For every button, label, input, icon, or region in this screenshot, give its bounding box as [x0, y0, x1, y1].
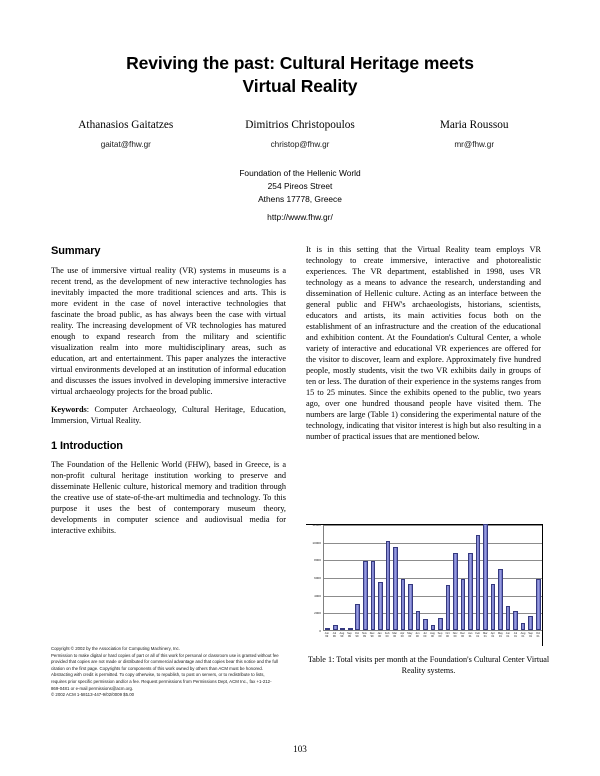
chart-x-tick-label: Oct 00: [445, 632, 450, 639]
title-block: [60, 52, 540, 98]
chart-x-tick-label: Dec 00: [460, 632, 465, 639]
summary-heading: Summary: [51, 245, 101, 257]
chart-x-tick-label: Jan 01: [468, 632, 473, 639]
chart-x-axis-labels: [323, 632, 542, 645]
chart-x-tick-label: Mar 00: [392, 632, 397, 639]
chart-x-tick-label: Oct 99: [354, 632, 360, 639]
chart-x-tick-label: Jun 01: [505, 632, 511, 639]
author-email: christop@fhw.gr: [270, 139, 330, 149]
affiliation-organization: Foundation of the Hellenic World: [239, 168, 361, 178]
copyright-line-3: © 2002 ACM 1-58113-447-9/02/0009 $5.00: [51, 692, 135, 698]
copyright-notice: [51, 646, 279, 699]
chart-x-tick-label: May 00: [407, 632, 413, 639]
introduction-heading: 1 Introduction: [51, 439, 123, 452]
chart-bar-slot: [384, 524, 392, 630]
right-column-paragraph: It is in this setting that the Virtual Reality team employs VR technology to create immersive, interactive and photorealistic experiences. The VR department, established in 1998, uses VR technology as a means to advance the research, understanding and dissemination of Hellenic culture. Acting as an interface between the general public and FHW's archaeologists, historians, scientists, educators and artists, its main activities focus both on the establishment of an infrastructure and the creation of the educational and exhibition content. At the Foundation's Cultural Center, a whole variety of interactive and educational VR experiences are offered for the visitor to discover, learn and explore. Approximately five hundred people, mostly students, visit the two VR exhibits daily in groups of ten or less. The duration of their experience in the systems ranges from 15 to 25 minutes. Since the exhibits opened to the public, two years ago, over one hundred thousand people have visited them. The numbers are large (Table 1) considering the experimental nature of the technology, indicating that visitor interest is high but also resulting in a number of practical issues that are mentioned below.: [306, 245, 541, 441]
chart-bar: [453, 553, 458, 630]
chart-bar: [386, 541, 391, 630]
chart-bar-slot: [354, 524, 362, 630]
chart-bar-slot: [407, 524, 415, 630]
bar-chart: [306, 524, 543, 646]
paper-title-line-1: Reviving the past: Cultural Heritage meets: [126, 53, 474, 73]
summary-paragraph: The use of immersive virtual reality (VR) systems in museums is a recent trend, as the development of new interactive technologies has inevitably impacted the more traditional sciences and arts. This is more evident in the case of novel interactive technologies that fascinate the broad public, as has always been the case with virtual reality. The increasing development of VR technologies has matured enough to expand research from the military and scientific visualization realm into more multidisciplinary areas, such as education, art and entertainment. This paper analyzes the interactive virtual environments developed at an institution of informal education and discusses the issues involved in developing immersive interactive virtual archaeology projects for the broad public.: [51, 265, 286, 396]
copyright-line-1: Copyright © 2002 by the Association for Computing Machinery, Inc.: [51, 646, 180, 651]
affiliation-url: http://www.fhw.gr/: [267, 212, 333, 222]
chart-bar: [521, 623, 526, 630]
author-name: Maria Roussou: [439, 119, 509, 131]
chart-x-tick-label: Apr 01: [490, 632, 495, 639]
author-name: Dimitrios Christopoulos: [245, 119, 355, 131]
author-email: gaitat@fhw.gr: [100, 139, 151, 149]
chart-bar-slot: [489, 524, 497, 630]
chart-bar: [506, 606, 511, 630]
chart-bar: [483, 524, 488, 630]
chart-x-tick-label: Feb 00: [384, 632, 390, 639]
chart-y-tick-label: 8000: [314, 558, 321, 563]
author-entry-1: [40, 118, 212, 149]
chart-bar: [333, 625, 338, 630]
introduction-paragraph: The Foundation of the Hellenic World (FHW), based in Greece, is a non-profit cultural heritage institution working to preserve and disseminate Hellenic culture, historical memory and tradition through the creative use of state-of-the-art multimedia and technology. To this purpose it uses the best of contemporary museum theory, developments in computer science and audiovisual media for interactive exhibits.: [51, 460, 286, 536]
chart-bar: [416, 611, 421, 630]
chart-x-tick-label: Jul 01: [513, 632, 518, 639]
chart-bar: [491, 584, 496, 630]
chart-bar-slot: [377, 524, 385, 630]
chart-plot-frame: [306, 525, 542, 646]
chart-x-tick-label: Jul 00: [423, 632, 427, 639]
keywords-text: : Computer Archaeology, Cultural Heritage, Education, Immersion, Virtual Reality.: [51, 404, 286, 425]
copyright-line-2: Permission to make digital or hard copies of part or all of this work for personal or classroom use is granted without fee provided that copies are not made or distributed for commercial advantage and that copies bear this notice and the full citation on the first page. Copyrights for components of this work owned by others than ACM must be honored. Abstracting with credit is permitted. To copy otherwise, to republish, to post on servers, or to redistribute to lists, requires prior specific permission and/or a fee. Request permissions from Permissions Dept, ACM Inc., fax +1-212-869-0481 or e-mail permissions@acm.org.: [51, 652, 279, 691]
chart-bar-slot: [332, 524, 340, 630]
chart-bar-slot: [474, 524, 482, 630]
chart-bar-slot: [452, 524, 460, 630]
chart-bar: [498, 569, 503, 630]
page-number: 103: [293, 744, 307, 754]
affiliation-street: 254 Pireos Street: [267, 181, 333, 192]
chart-x-tick-label: Oct 01: [536, 632, 541, 639]
chart-x-tick-label: Sep 00: [437, 632, 443, 639]
chart-bar-slot: [392, 524, 400, 630]
chart-bar: [528, 616, 533, 630]
right-column: [306, 244, 541, 442]
chart-bar-slot: [527, 524, 535, 630]
chart-bar-slot: [437, 524, 445, 630]
chart-y-tick-label: 0: [319, 629, 321, 633]
chart-bar: [340, 628, 345, 630]
author-email: mr@fhw.gr: [454, 139, 495, 149]
chart-bar-slot: [339, 524, 347, 630]
paper-title-line-2: Virtual Reality: [242, 76, 358, 97]
chart-bar: [431, 625, 436, 630]
affiliation-city: Athens 17778, Greece: [258, 194, 342, 205]
chart-grid-area: [323, 525, 542, 631]
chart-bar: [438, 618, 443, 630]
author-name: Athanasios Gaitatzes: [78, 119, 174, 131]
author-entry-3: [388, 118, 560, 149]
chart-bar-slot: [497, 524, 505, 630]
chart-bar-slot: [467, 524, 475, 630]
chart-bar: [476, 535, 481, 630]
page-title: [60, 52, 540, 98]
chart-x-tick-label: Jun 99: [324, 632, 329, 639]
keywords-label: Keywords: [51, 404, 87, 414]
chart-x-tick-label: Mar 01: [482, 632, 488, 639]
chart-x-tick-label: Sep 99: [347, 632, 352, 639]
figure-block: [306, 524, 551, 677]
chart-bar: [468, 553, 473, 630]
chart-bar-slot: [324, 524, 332, 630]
chart-y-tick-label: 10000: [312, 540, 321, 545]
chart-x-tick-label: Jul 99: [332, 632, 337, 639]
chart-bar: [378, 582, 383, 630]
chart-x-tick-label: Apr 00: [400, 632, 405, 639]
chart-bar: [371, 561, 376, 630]
chart-x-tick-label: Dec 99: [369, 632, 375, 639]
chart-y-axis-labels: [306, 525, 322, 631]
chart-bar: [393, 547, 398, 630]
chart-x-tick-label: Nov 99: [362, 632, 367, 639]
chart-bar-slot: [482, 524, 490, 630]
chart-bar-slot: [512, 524, 520, 630]
chart-x-tick-label: Sep 01: [528, 632, 533, 639]
chart-bar-slot: [444, 524, 452, 630]
chart-x-tick-label: Aug 00: [430, 632, 435, 639]
chart-y-tick-label: 6000: [314, 576, 321, 580]
chart-bar-slot: [369, 524, 377, 630]
left-column: [51, 244, 286, 536]
affiliation-block: [60, 167, 540, 206]
chart-x-tick-label: Jan 00: [377, 632, 382, 639]
chart-bar: [536, 579, 541, 630]
chart-bar: [423, 619, 428, 630]
chart-x-tick-label: Aug 99: [339, 632, 345, 639]
chart-bar-slot: [534, 524, 542, 630]
chart-bar-slot: [519, 524, 527, 630]
chart-bar: [408, 584, 413, 630]
chart-y-tick-label: 12000: [312, 523, 321, 527]
chart-bar: [446, 585, 451, 630]
chart-bar-slot: [362, 524, 370, 630]
chart-x-tick-label: May 01: [497, 632, 503, 639]
chart-bar: [348, 628, 353, 630]
chart-bar: [325, 628, 330, 630]
chart-bar-slot: [429, 524, 437, 630]
chart-bar-slot: [347, 524, 355, 630]
chart-x-tick-label: Nov 00: [452, 632, 458, 639]
author-list: [40, 118, 560, 149]
chart-x-tick-label: Aug 01: [520, 632, 526, 639]
chart-bar: [513, 611, 518, 630]
chart-bar: [401, 579, 406, 630]
chart-y-tick-label: 4000: [314, 593, 321, 598]
chart-y-tick-label: 2000: [314, 611, 321, 616]
chart-bar-slot: [414, 524, 422, 630]
chart-bar: [363, 561, 368, 630]
keywords-paragraph: [51, 404, 286, 426]
chart-bars: [324, 524, 542, 630]
chart-x-tick-label: Feb 01: [475, 632, 480, 639]
chart-bar: [355, 604, 360, 631]
chart-bar: [461, 579, 466, 630]
chart-bar-slot: [399, 524, 407, 630]
figure-caption: Table 1: Total visits per month at the Foundation's Cultural Center Virtual Reality systems.: [307, 655, 550, 675]
chart-x-tick-label: Jun 00: [415, 632, 420, 639]
chart-bar-slot: [504, 524, 512, 630]
chart-bar-slot: [459, 524, 467, 630]
chart-bar-slot: [422, 524, 430, 630]
author-entry-2: [214, 118, 386, 149]
